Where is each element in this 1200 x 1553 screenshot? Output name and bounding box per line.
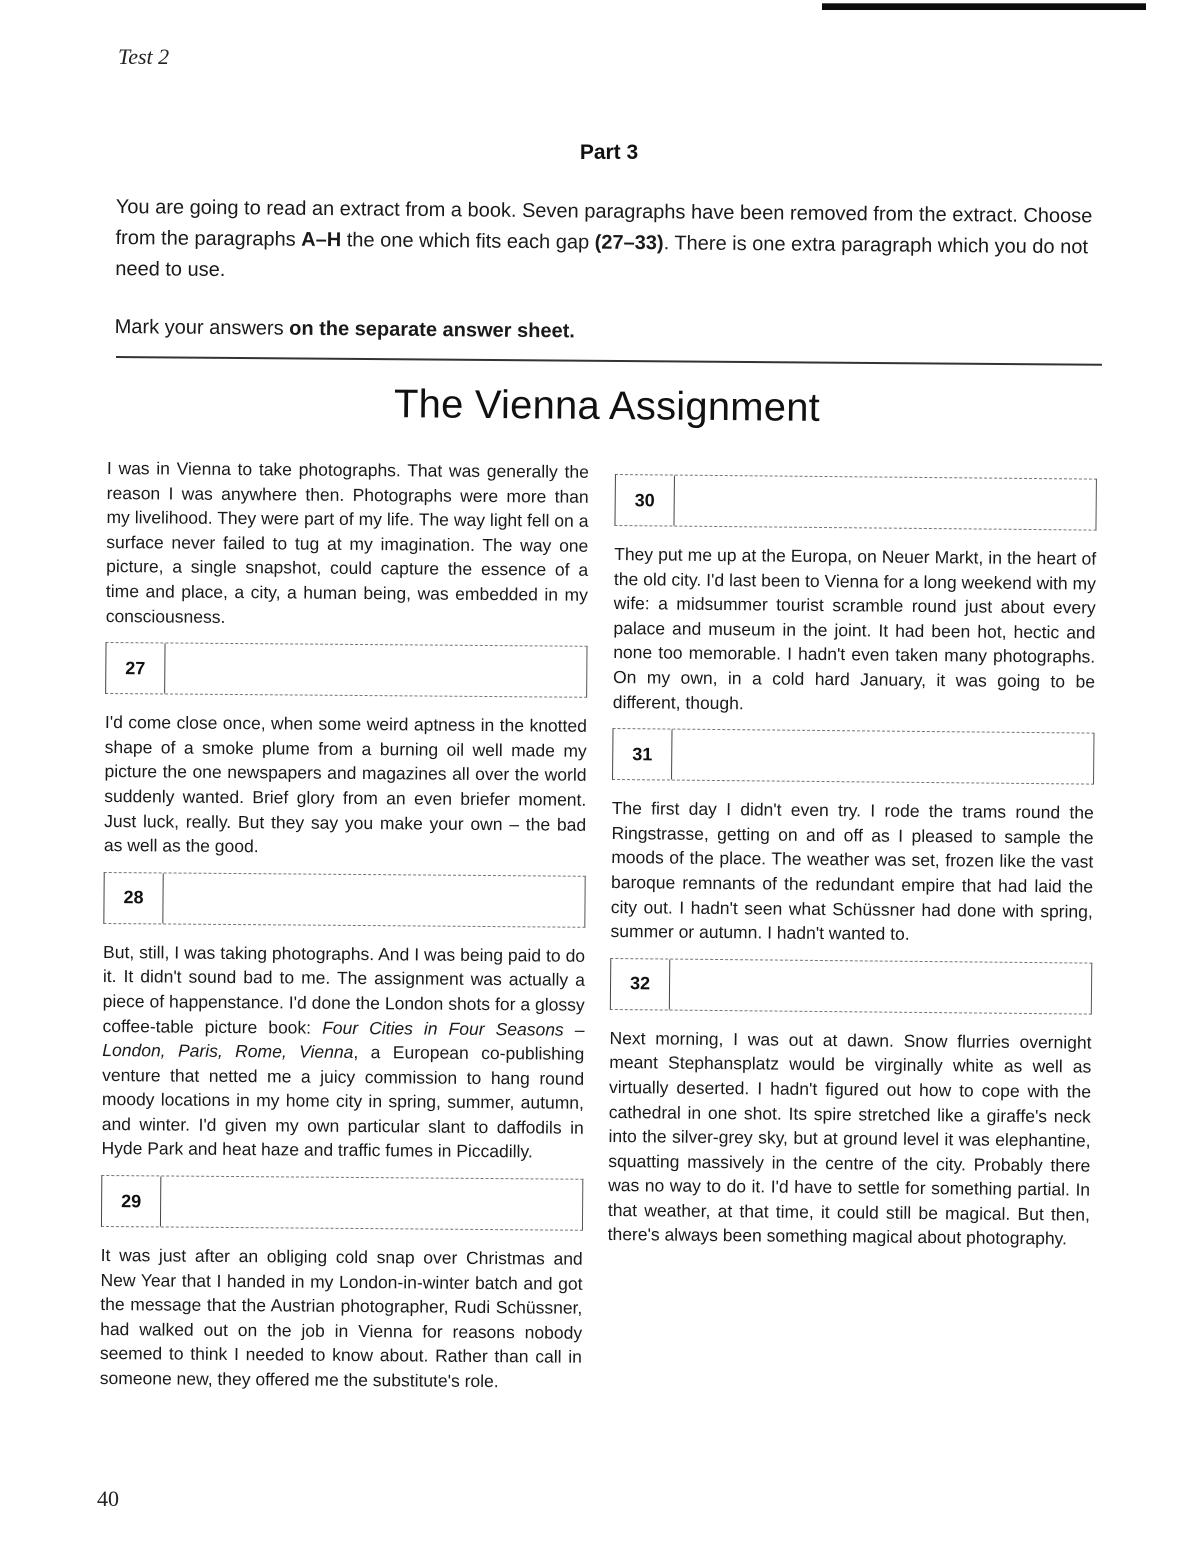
instructions <box>115 192 1106 352</box>
gap-answer-box[interactable] <box>165 644 586 697</box>
gap-number: 31 <box>613 729 672 780</box>
divider-rule <box>116 356 1102 366</box>
gap-number: 30 <box>615 475 674 526</box>
mark-instruction-bold: on the separate answer sheet. <box>289 317 575 343</box>
mark-instruction <box>115 312 1105 353</box>
top-rule <box>822 4 1146 10</box>
gap-27[interactable] <box>105 642 587 698</box>
instructions-text <box>115 192 1106 294</box>
paragraph-range: A–H <box>301 228 342 252</box>
instructions-part-c: . There is one extra paragraph which you do not need to use. <box>115 232 1089 282</box>
gap-number: 28 <box>104 873 163 923</box>
gap-29[interactable] <box>101 1175 583 1231</box>
gap-range: (27–33) <box>594 231 664 255</box>
gap-31[interactable] <box>612 728 1094 785</box>
left-column <box>100 456 589 1394</box>
paragraph-3-rest: , a European co-publishing venture that netted me a juicy commission to hang round moody locations in my home city in spring, summer, autumn, and winter. I'd given my own particular slant to daffodils in Hyde Park and heat haze and traffic fumes in Piccadilly. <box>101 1042 585 1162</box>
gap-number: 32 <box>611 959 670 1010</box>
book-title: Four Cities in Four Seasons – London, Paris, Rome, Vienna <box>102 1017 585 1063</box>
right-column <box>608 470 1097 1252</box>
gap-28[interactable] <box>103 872 585 928</box>
instructions-part-b: the one which fits each gap <box>341 229 595 254</box>
paragraph-1: I was in Vienna to take photographs. That was generally the reason I was anywhere then. Photographs were more than my livelihood. They were part of my life. The way light fell on a surface never failed to tug at my imagination. The way one picture, a single snapshot, could capture the essence of a time and place, a city, a human being, was embedded in my consciousness. <box>105 457 589 627</box>
paragraph-3 <box>101 940 585 1165</box>
paragraph-5: They put me up at the Europa, on Neuer Markt, in the heart of the old city. I'd last been to Vienna for a long weekend with my wife: a midsummer tourist scramble round just about every palace and museum in the joint. It had been hot, hectic and none too memorable. I hadn't even taken many photographs. On my own, in a cold hard January, it was going to be different, though. <box>612 543 1097 713</box>
mark-instruction-lead: Mark your answers <box>114 315 290 340</box>
instructions-part-a: You are going to read an extract from a book. Seven paragraphs have been removed from the extract. Choose from the paragraphs <box>115 195 1093 251</box>
article-title: The Vienna Assignment <box>393 382 821 430</box>
page-number: 40 <box>97 1486 119 1511</box>
gap-30[interactable] <box>614 474 1096 531</box>
gap-number: 27 <box>106 643 165 693</box>
gap-number: 29 <box>102 1176 161 1226</box>
gap-32[interactable] <box>610 958 1092 1015</box>
paragraph-2: I'd come close once, when some weird aptness in the knotted shape of a smoke plume from a burning oil well made my picture the one newspapers and magazines all over the world suddenly wanted. Brief glory from an even briefer moment. Just luck, really. But they say you make your own – the bad as well as the good. <box>103 712 587 857</box>
paragraph-6: The first day I didn't even try. I rode the trams round the Ringstrasse, getting on and off as I pleased to sample the moods of the place. The weather was set, frozen like the vast baroque remnants of the redundant empire that had laid the city out. I hadn't seen what Schüssner had done with spring, summer or autumn. I hadn't wanted to. <box>610 798 1094 944</box>
gap-answer-box[interactable] <box>672 730 1093 784</box>
paragraph-3-lead: But, still, I was taking photographs. And I was being paid to do it. It didn't sound bad to me. The assignment was actually a piece of happenstance. I'd done the London shots for a glossy coffee-table picture book: <box>102 941 586 1038</box>
gap-answer-box[interactable] <box>670 959 1091 1013</box>
gap-answer-box[interactable] <box>163 873 584 926</box>
paragraph-4: It was just after an obliging cold snap over Christmas and New Year that I handed in my London-in-winter batch and got the message that the Austrian photographer, Rudi Schüssner, had walked out on the job in Vienna for reasons nobody seemed to think I needed to know about. Rather than call in someone new, they offered me the substitute's role. <box>99 1245 583 1392</box>
section-header: Test 2 <box>118 44 170 69</box>
part-title: Part 3 <box>579 141 639 164</box>
paragraph-7: Next morning, I was out at dawn. Snow flurries overnight meant Stephansplatz would be virginally white as well as virtually deserted. I hadn't figured out how to cope with the cathedral in one shot. Its spire stretched like a giraffe's neck into the silver-grey sky, but at ground level it was elephantine, squatting massively in the centre of the city. Probably there was no way to do it. I'd have to settle for something partial. In that weather, at that time, it could still be magical. But then, there's always been something magical about photography. <box>607 1027 1092 1249</box>
gap-answer-box[interactable] <box>161 1177 582 1230</box>
gap-answer-box[interactable] <box>674 476 1095 530</box>
